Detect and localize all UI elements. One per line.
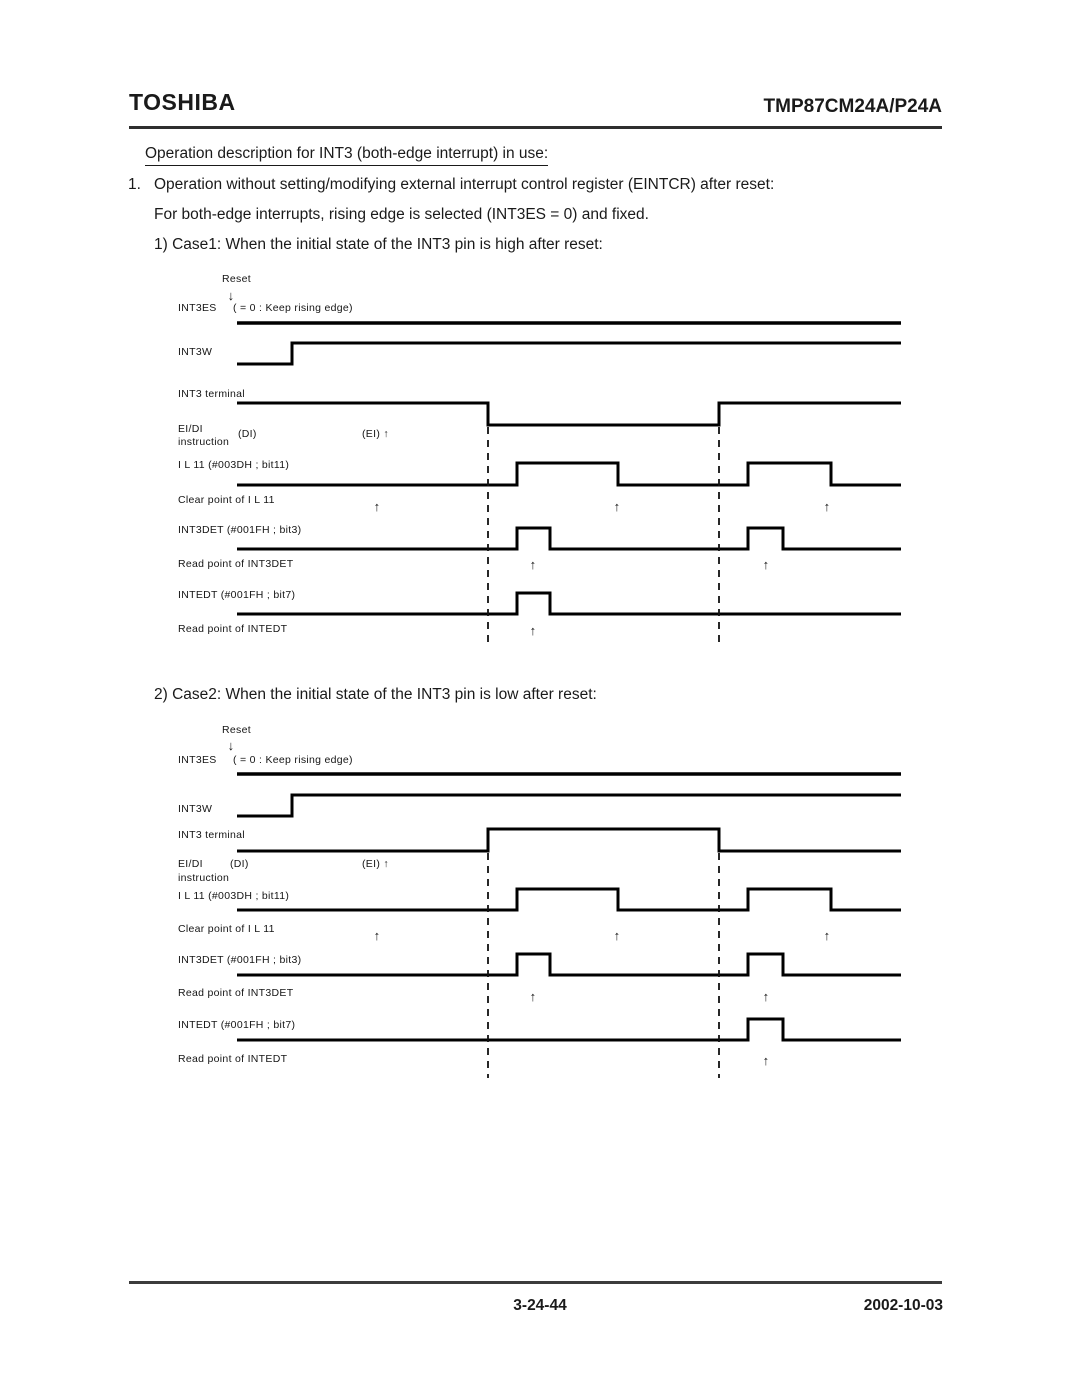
sample-point-up-arrow: ↑	[613, 928, 621, 943]
sample-point-up-arrow: ↑	[373, 928, 381, 943]
list-item-number: 1.	[128, 176, 141, 193]
section-title-text: Operation description for INT3 (both-edge interrupt) in use:	[145, 145, 548, 166]
read-int3det-label: Read point of INT3DET	[178, 987, 294, 999]
di-annotation: (DI)	[230, 858, 249, 870]
int3w-label: INT3W	[178, 346, 213, 358]
brand-logo: TOSHIBA	[129, 89, 236, 115]
reset-label: Reset	[222, 724, 251, 736]
footer-rule	[129, 1281, 942, 1284]
intedt-wave	[237, 593, 901, 614]
part-number: TMP87CM24A/P24A	[763, 96, 942, 117]
ei-annotation: (EI) ↑	[362, 858, 389, 870]
int3det-label: INT3DET (#001FH ; bit3)	[178, 954, 302, 966]
int3w-wave	[237, 795, 901, 816]
int3w-wave	[237, 343, 901, 364]
int3-terminal-wave	[237, 403, 901, 425]
read-intedt-label: Read point of INTEDT	[178, 623, 288, 635]
il11-label: I L 11 (#003DH ; bit11)	[178, 459, 290, 471]
int3det-label: INT3DET (#001FH ; bit3)	[178, 524, 302, 536]
int3-terminal-label: INT3 terminal	[178, 829, 245, 841]
di-annotation: (DI)	[238, 428, 257, 440]
intedt-wave	[237, 1019, 901, 1040]
note-text: For both-edge interrupts, rising edge is selected (INT3ES = 0) and fixed.	[154, 206, 649, 223]
sample-point-up-arrow: ↑	[373, 499, 381, 514]
sample-point-up-arrow: ↑	[529, 623, 537, 638]
int3w-label: INT3W	[178, 803, 213, 815]
page-number: 3-24-44	[513, 1297, 567, 1314]
sample-point-up-arrow: ↑	[613, 499, 621, 514]
sample-point-up-arrow: ↑	[823, 928, 831, 943]
int3es-label: INT3ES	[178, 754, 217, 766]
intedt-label: INTEDT (#001FH ; bit7)	[178, 1019, 296, 1031]
instruction-label: instruction	[178, 436, 230, 448]
footer-date: 2002-10-03	[863, 1297, 943, 1314]
timing-diagram-case2	[178, 724, 901, 1078]
int3det-wave	[237, 528, 901, 549]
intedt-label: INTEDT (#001FH ; bit7)	[178, 589, 296, 601]
case2-heading: 2) Case2: When the initial state of the INT3 pin is low after reset:	[154, 686, 597, 703]
sample-point-up-arrow: ↑	[823, 499, 831, 514]
sample-point-up-arrow: ↑	[762, 1053, 770, 1068]
int3es-label: INT3ES	[178, 302, 217, 314]
case1-heading: 1) Case1: When the initial state of the INT3 pin is high after reset:	[154, 236, 603, 253]
sample-point-up-arrow: ↑	[762, 557, 770, 572]
sample-point-up-arrow: ↑	[762, 989, 770, 1004]
il11-wave	[237, 889, 901, 910]
eidi-label: EI/DI	[178, 858, 203, 870]
clear-point-label: Clear point of I L 11	[178, 923, 275, 935]
instruction-label: instruction	[178, 872, 230, 884]
read-int3det-label: Read point of INT3DET	[178, 558, 294, 570]
reset-down-arrow: ↓	[227, 738, 235, 753]
ei-annotation: (EI) ↑	[362, 428, 389, 440]
timing-diagram-case1	[178, 273, 901, 648]
int3-terminal-label: INT3 terminal	[178, 388, 245, 400]
il11-label: I L 11 (#003DH ; bit11)	[178, 890, 290, 902]
int3es-note: ( = 0 : Keep rising edge)	[233, 754, 353, 766]
il11-wave	[237, 463, 901, 485]
sample-point-up-arrow: ↑	[529, 989, 537, 1004]
eidi-label: EI/DI	[178, 423, 203, 435]
clear-point-label: Clear point of I L 11	[178, 494, 275, 506]
int3-terminal-wave	[237, 829, 901, 851]
int3es-note: ( = 0 : Keep rising edge)	[233, 302, 353, 314]
int3det-wave	[237, 954, 901, 975]
list-item-text: Operation without setting/modifying external interrupt control register (EINTCR) after reset:	[154, 176, 775, 193]
sample-point-up-arrow: ↑	[529, 557, 537, 572]
read-intedt-label: Read point of INTEDT	[178, 1053, 288, 1065]
reset-label: Reset	[222, 273, 251, 285]
reset-down-arrow: ↓	[227, 288, 235, 303]
